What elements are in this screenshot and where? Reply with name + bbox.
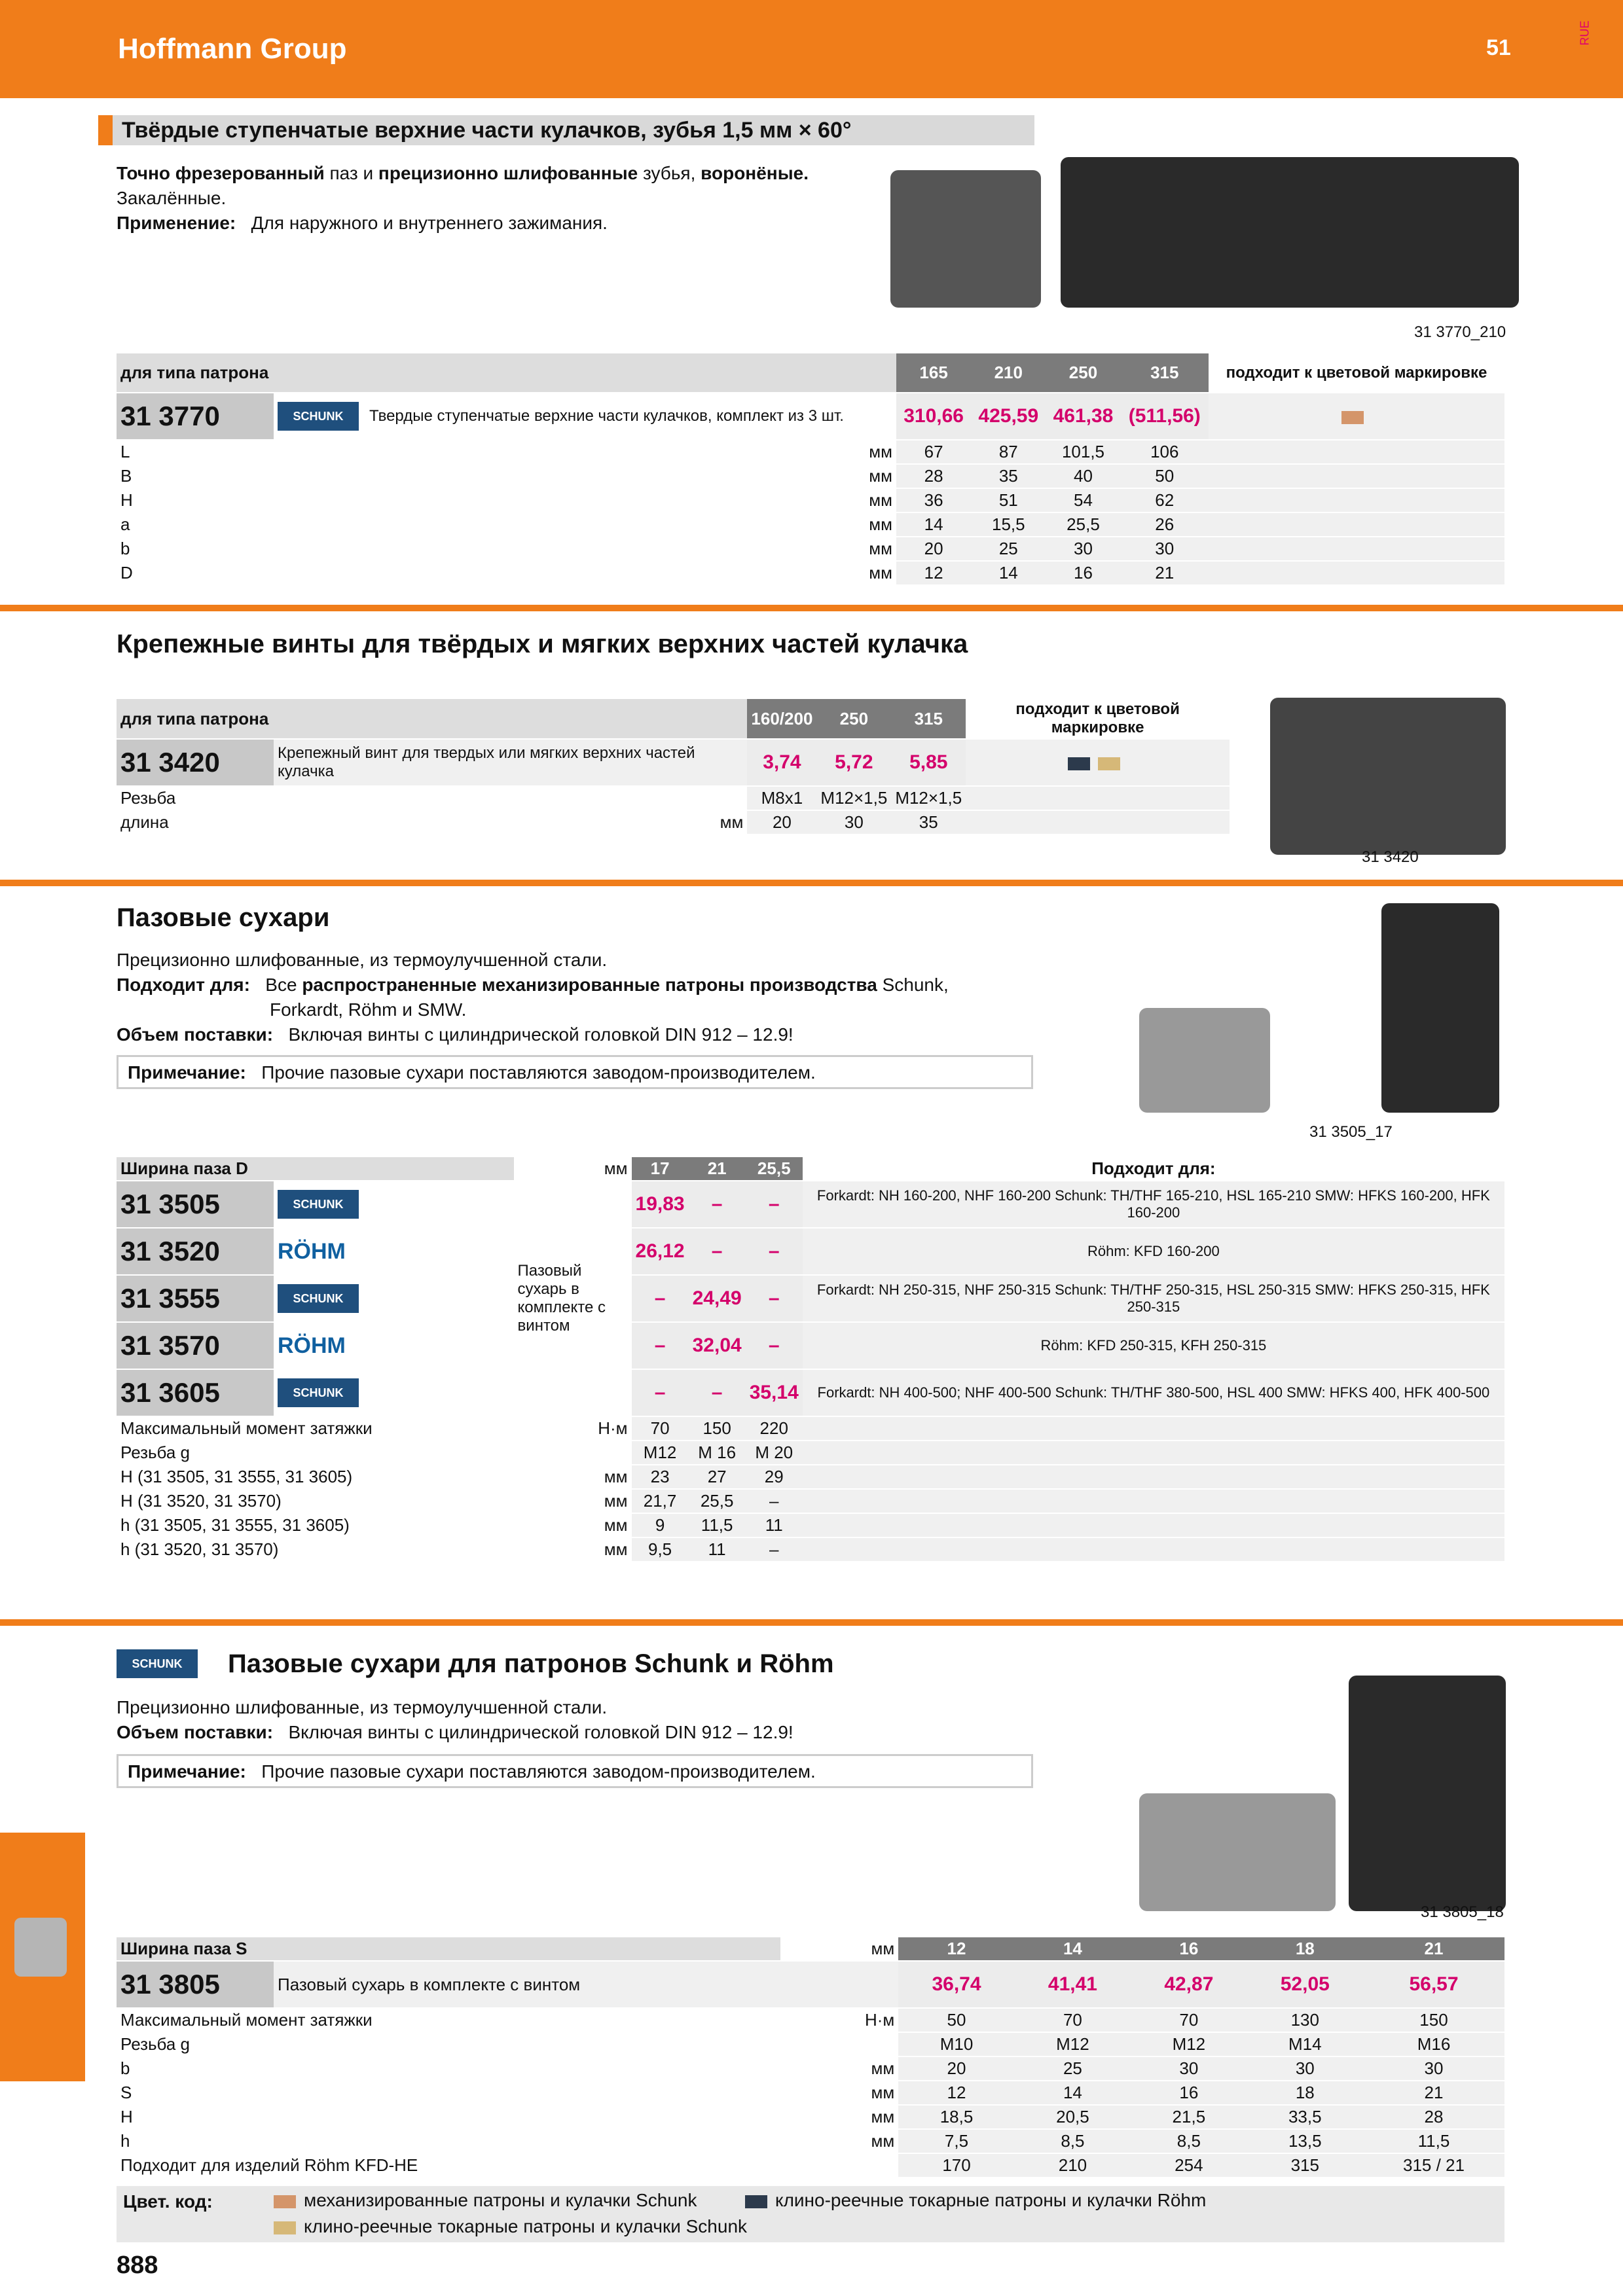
item-desc: Пазовый сухарь в комплекте с винтом <box>274 1961 898 2008</box>
section-logo <box>117 1649 198 1678</box>
header-bar <box>0 0 1623 98</box>
rohm-logo: RÖHM <box>278 1238 346 1264</box>
price: 5,72 <box>816 739 891 786</box>
col-header: для типа патрона <box>117 353 896 393</box>
section-title: Крепежные винты для твёрдых и мягких верхних частей кулачка <box>117 630 968 658</box>
col-header: 315 <box>891 699 966 739</box>
article-number: 31 3805 <box>117 1961 274 2008</box>
col-header: 17 <box>632 1157 689 1181</box>
price: (511,56) <box>1121 393 1209 440</box>
color-code-swatch <box>1098 757 1120 770</box>
image-code: 31 3805_18 <box>1421 1903 1504 1921</box>
price: 461,38 <box>1046 393 1120 440</box>
screw-table: для типа патрона 160/200 250 315 подходит к цветовой маркировке 31 3420 Крепежный винт для твердых или мягких верхних частей кулачка 3,74 5,72 5,85 Резьба M8x1 M12×1,5 M12×1,5 длина мм 20 30 35 <box>117 699 1230 835</box>
price: 310,66 <box>896 393 971 440</box>
screw-photo <box>1270 698 1506 855</box>
article-number: 31 3570 <box>117 1322 274 1369</box>
section-title: Пазовые сухари для патронов Schunk и Röhm <box>228 1649 834 1678</box>
col-header: подходит к цветовой маркировке <box>1209 353 1504 393</box>
price: 425,59 <box>971 393 1046 440</box>
col-header: 210 <box>971 353 1046 393</box>
lang-code: RUE <box>1578 20 1592 46</box>
article-number: 31 3605 <box>117 1369 274 1416</box>
jaw-table: для типа патрона 165 210 250 315 подходит к цветовой маркировке 31 3770 SCHUNK Твердые ступенчатые верхние части кулачков, комплект из 3 шт. 310,66 425,59 461,38 (511,56) L мм 67 87 101,5 106 B мм 28 35 40 50 H мм 36 51 54 62 a мм 14 15,5 25,5 26 b мм 20 25 30 30 D мм 12 14 16 21 <box>117 353 1504 586</box>
tnut-photo <box>1349 1676 1506 1911</box>
article-number: 31 3770 <box>117 393 274 440</box>
price: 5,85 <box>891 739 966 786</box>
section-divider <box>0 1619 1623 1626</box>
image-code: 31 3505_17 <box>1309 1123 1393 1141</box>
article-number: 31 3555 <box>117 1275 274 1322</box>
color-legend: Цвет. код: механизированные патроны и кулачки Schunk клино-реечные токарные патроны и кулачки Röhm клино-реечные токарные патроны и кулачки Schunk <box>117 2186 1504 2242</box>
section-title: Твёрдые ступенчатые верхние части кулачков, зубья 1,5 мм × 60° <box>98 115 1034 145</box>
col-header: 16 <box>1131 1937 1247 1961</box>
col-header: для типа патрона <box>117 699 747 739</box>
item-desc: Крепежный винт для твердых или мягких верхних частей кулачка <box>274 739 747 786</box>
color-code-swatch <box>1341 411 1364 424</box>
col-header: 18 <box>1247 1937 1363 1961</box>
schunk-logo: SCHUNK <box>278 402 359 431</box>
item-desc: Твердые ступенчатые верхние части кулачков, комплект из 3 шт. <box>365 393 896 440</box>
hoffmann-logo: Hoffmann Group <box>118 33 347 65</box>
jaw-photo <box>1061 157 1519 308</box>
col-header: 25,5 <box>746 1157 803 1181</box>
col-header: 12 <box>898 1937 1014 1961</box>
col-header: подходит к цветовой маркировке <box>966 699 1230 739</box>
rohm-logo: RÖHM <box>278 1333 346 1358</box>
section-title: Пазовые сухари <box>117 903 330 932</box>
item-desc: Пазовый сухарь в комплекте с винтом <box>514 1181 632 1416</box>
legend-swatch-schunk <box>274 2195 296 2208</box>
side-tab <box>0 1833 85 2081</box>
note-box: Примечание: Прочие пазовые сухари поставляются заводом-производителем. <box>117 1754 1033 1788</box>
tnut-schunk-table: Ширина паза S мм 12 14 16 18 21 31 3805 Пазовый сухарь в комплекте с винтом 36,74 41,41 42,87 52,05 56,57 Максимальный момент затяжки Н·м 50 70 70 130 150 Резьба g M10 M12 M12 M14 M16 b мм 20 25 30 30 30 S мм 12 14 16 18 21 H мм 18,5 20,5 21,5 33,5 28 h мм 7,5 8,5 8,5 13,5 11,5 Подходит для изделий Röhm KFD-HE 170 210 254 315 315 / 21 <box>117 1937 1504 2178</box>
schunk-logo: SCHUNK <box>278 1190 359 1219</box>
section-divider <box>0 605 1623 611</box>
description: Точно фрезерованный паз и прецизионно шлифованные зубья, воронёные. Закалённые. Применение: Для наружного и внутреннего зажимания. <box>117 163 809 233</box>
col-header: Ширина паза S <box>117 1937 780 1961</box>
image-code: 31 3420 <box>1362 848 1419 866</box>
image-code: 31 3770_210 <box>1414 323 1506 341</box>
article-number: 31 3420 <box>117 739 274 786</box>
schunk-logo: SCHUNK <box>117 1649 198 1678</box>
schunk-logo: SCHUNK <box>278 1378 359 1407</box>
col-header: Подходит для: <box>803 1157 1504 1181</box>
col-header: 160/200 <box>747 699 816 739</box>
col-header: 165 <box>896 353 971 393</box>
schunk-logo: SCHUNK <box>278 1284 359 1313</box>
tnut-photo <box>1381 903 1499 1113</box>
legend-swatch-rohm <box>745 2195 767 2208</box>
tnut-table: Ширина паза D мм 17 21 25,5 Подходит для: 31 3505 SCHUNK Пазовый сухарь в комплекте с винтом 19,83 – – Forkardt: NH 160-200, NHF 160-200 Schunk: TH/THF 165-210, HSL 165-210 SMW: HFKS 160-200, HFK 160-200 31 3520 RÖHM 26,12 – – Röhm: KFD 160-200 31 3555 SCHUNK – 24,49 – Forkardt: NH 250-315, NHF 250-315 Schunk: TH/THF 250-315, HSL 250-315 SMW: HFKS 250-315, HFK 250-315 31 3570 RÖHM – 32,04 – Röhm: KFD 250-315, KFH 250-315 31 3605 SCHUNK – – 35,14 Forkardt: NH 400-500; NHF 400-500 Schunk: TH/THF 380-500, HSL 400 SMW: HFKS 400, HFK 400-500 Максимальный момент затяжки Н·м 70 150 220 Резьба g M12 M 16 M 20 H (31 3505, 31 3555, 31 3605) мм 23 27 29 H (31 3520, 31 3570) мм 21,7 25,5 – h (31 3505, 31 3555, 31 3605) мм 9 11,5 11 h (31 3520, 31 3570) мм 9,5 11 – <box>117 1157 1504 1562</box>
note-box: Примечание: Прочие пазовые сухари поставляются заводом-производителем. <box>117 1055 1033 1089</box>
description: Прецизионно шлифованные, из термоулучшенной стали. Подходит для: Все распространенные механизированные патроны производства Schunk, Forkardt, Röhm и SMW. Объем поставки: Включая винты с цилиндрической головкой DIN 912 – 12.9! <box>117 950 949 1045</box>
article-number: 31 3505 <box>117 1181 274 1228</box>
description: Прецизионно шлифованные, из термоулучшенной стали. Объем поставки: Включая винты с цилиндрической головкой DIN 912 – 12.9! <box>117 1697 793 1742</box>
col-header: Ширина паза D <box>117 1157 514 1181</box>
article-number: 31 3520 <box>117 1228 274 1275</box>
color-code-swatch <box>1068 757 1090 770</box>
col-header: 315 <box>1121 353 1209 393</box>
price: 3,74 <box>747 739 816 786</box>
legend-swatch-schunk-wedge <box>274 2221 296 2234</box>
col-header: 250 <box>1046 353 1120 393</box>
col-header: 21 <box>689 1157 746 1181</box>
section-divider <box>0 880 1623 886</box>
col-header: 14 <box>1015 1937 1131 1961</box>
footer-page-number: 888 <box>117 2251 158 2279</box>
tnut-drawing <box>1139 1008 1270 1113</box>
col-header: 21 <box>1363 1937 1504 1961</box>
jaw-drawing <box>890 170 1041 308</box>
page-number: 51 <box>1486 35 1511 60</box>
col-header: 250 <box>816 699 891 739</box>
tnut-drawing <box>1139 1793 1336 1911</box>
chuck-icon <box>14 1918 67 1977</box>
